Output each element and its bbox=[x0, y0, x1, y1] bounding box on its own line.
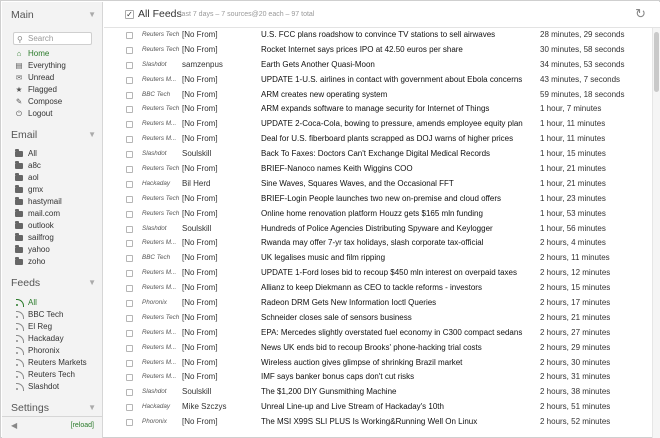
sidebar-item-feed-reuters-markets[interactable] bbox=[2, 357, 102, 369]
sidebar-item-label: yahoo bbox=[28, 245, 50, 254]
sidebar-item-email-a8c[interactable] bbox=[2, 160, 102, 172]
row-source: Slashdot bbox=[142, 388, 167, 396]
table-row[interactable] bbox=[104, 326, 652, 341]
sidebar-item-unread[interactable] bbox=[2, 72, 102, 84]
row-source: Reuters M... bbox=[142, 269, 177, 277]
row-subject[interactable]: BRIEF-Nanoco names Keith Wiggins COO bbox=[261, 164, 413, 174]
sidebar-item-feed-el-reg[interactable] bbox=[2, 321, 102, 333]
table-row[interactable] bbox=[104, 102, 652, 117]
chevron-down-icon: ▼ bbox=[88, 278, 96, 287]
sidebar-item-label: Hackaday bbox=[28, 334, 64, 343]
row-date: 2 hours, 27 minutes bbox=[540, 327, 611, 337]
section-header-settings[interactable] bbox=[2, 399, 102, 417]
section-header-feeds[interactable] bbox=[2, 274, 102, 292]
row-subject[interactable]: Earth Gets Another Quasi-Moon bbox=[261, 59, 375, 69]
main-menu bbox=[2, 48, 102, 120]
table-row[interactable] bbox=[104, 281, 652, 296]
row-subject[interactable]: UPDATE 1-U.S. airlines in contact with government about Ebola concerns bbox=[261, 74, 523, 84]
section-title-main: Main bbox=[11, 9, 34, 21]
row-source: Reuters M... bbox=[142, 328, 177, 336]
rss-icon bbox=[14, 321, 24, 333]
row-checkbox[interactable] bbox=[126, 151, 133, 158]
row-checkbox[interactable] bbox=[126, 181, 133, 188]
sidebar-item-label: gmx bbox=[28, 185, 44, 194]
inbox-icon: ▤ bbox=[15, 61, 23, 70]
row-source: Slashdot bbox=[142, 224, 167, 232]
row-subject[interactable]: The MSI X99S SLI PLUS Is Working&Running Well On Linux bbox=[261, 417, 478, 427]
sidebar-item-label: hastymail bbox=[28, 197, 62, 206]
row-checkbox[interactable] bbox=[126, 315, 133, 322]
row-subject[interactable]: Sine Waves, Squares Waves, and the Occasional FFT bbox=[261, 178, 454, 188]
row-subject[interactable]: Deal for U.S. fiberboard plants scrapped as DOJ warns of higher prices bbox=[261, 134, 514, 144]
row-checkbox[interactable] bbox=[126, 136, 133, 143]
message-list bbox=[104, 28, 652, 438]
row-date: 1 hour, 53 minutes bbox=[540, 208, 606, 218]
table-row[interactable] bbox=[104, 43, 652, 58]
table-row[interactable] bbox=[104, 192, 652, 207]
row-date: 1 hour, 56 minutes bbox=[540, 223, 606, 233]
table-row[interactable] bbox=[104, 370, 652, 385]
chevron-down-icon: ▼ bbox=[88, 130, 96, 139]
folder-icon bbox=[14, 172, 24, 184]
sidebar-item-feed-all[interactable] bbox=[2, 297, 102, 309]
row-date: 34 minutes, 53 seconds bbox=[540, 59, 625, 69]
table-row[interactable] bbox=[104, 88, 652, 103]
row-author: [No From] bbox=[182, 193, 218, 203]
row-date: 2 hours, 4 minutes bbox=[540, 238, 606, 248]
row-source: Slashdot bbox=[142, 150, 167, 158]
power-icon: ⏻ bbox=[16, 109, 22, 118]
row-source: Slashdot bbox=[142, 60, 167, 68]
sidebar-item-label: Reuters Markets bbox=[28, 358, 87, 367]
row-source: Hackaday bbox=[142, 179, 171, 187]
row-checkbox[interactable] bbox=[126, 240, 133, 247]
row-source: Reuters M... bbox=[142, 284, 177, 292]
search-input[interactable] bbox=[13, 32, 92, 45]
row-date: 1 hour, 21 minutes bbox=[540, 164, 606, 174]
row-checkbox[interactable] bbox=[126, 77, 133, 84]
refresh-icon[interactable]: ↻ bbox=[635, 6, 646, 21]
row-checkbox[interactable] bbox=[126, 32, 133, 39]
row-author: [No From] bbox=[182, 74, 218, 84]
sidebar-item-label: a8c bbox=[28, 161, 41, 170]
folder-icon bbox=[14, 148, 24, 160]
sidebar-item-email-zoho[interactable] bbox=[2, 256, 102, 268]
row-date: 1 hour, 7 minutes bbox=[540, 104, 602, 114]
table-row[interactable] bbox=[104, 311, 652, 326]
sidebar-item-label: All bbox=[28, 149, 37, 158]
sidebar-item-email-outlook[interactable] bbox=[2, 220, 102, 232]
row-author: [No From] bbox=[182, 283, 218, 293]
sidebar-item-feed-hackaday[interactable] bbox=[2, 333, 102, 345]
sidebar-item-email-mail-com[interactable] bbox=[2, 208, 102, 220]
search-icon: ⚲ bbox=[17, 35, 23, 44]
row-source: Phoronix bbox=[142, 299, 167, 307]
sidebar-item-compose[interactable] bbox=[2, 96, 102, 108]
row-date: 2 hours, 52 minutes bbox=[540, 417, 611, 427]
sidebar-item-email-yahoo[interactable] bbox=[2, 244, 102, 256]
row-author: [No From] bbox=[182, 44, 218, 54]
sidebar-item-feed-phoronix[interactable] bbox=[2, 345, 102, 357]
sidebar-item-label: Logout bbox=[28, 109, 53, 118]
table-row[interactable] bbox=[104, 28, 652, 43]
row-source: Reuters M... bbox=[142, 135, 177, 143]
sidebar-item-label: sailfrog bbox=[28, 233, 54, 242]
row-checkbox[interactable] bbox=[126, 270, 133, 277]
row-subject[interactable]: Rwanda may offer 7-yr tax holidays, slash corporate tax-official bbox=[261, 238, 484, 248]
row-author: [No From] bbox=[182, 342, 218, 352]
section-header-main[interactable] bbox=[2, 6, 102, 24]
table-row[interactable] bbox=[104, 177, 652, 192]
sidebar-item-home[interactable] bbox=[2, 48, 102, 60]
row-author: [No From] bbox=[182, 298, 218, 308]
row-author: [No From] bbox=[182, 417, 218, 427]
row-checkbox[interactable] bbox=[126, 121, 133, 128]
row-subject[interactable]: Hundreds of Police Agencies Distributing Spyware and Keylogger bbox=[261, 223, 493, 233]
rss-icon bbox=[14, 357, 24, 369]
rss-icon bbox=[14, 333, 24, 345]
row-subject[interactable]: Allianz to keep Diekmann as CEO to tackle reforms - investors bbox=[261, 283, 482, 293]
sidebar-item-label: Reuters Tech bbox=[28, 370, 75, 379]
table-row[interactable] bbox=[104, 222, 652, 237]
row-date: 1 hour, 21 minutes bbox=[540, 178, 606, 188]
folder-icon bbox=[14, 184, 24, 196]
folder-icon bbox=[14, 220, 24, 232]
row-checkbox[interactable] bbox=[126, 374, 133, 381]
search-placeholder: Search bbox=[28, 34, 54, 43]
rss-icon bbox=[14, 345, 24, 357]
content-header bbox=[104, 2, 660, 28]
sidebar-item-label: All bbox=[28, 298, 37, 307]
table-row[interactable] bbox=[104, 207, 652, 222]
sidebar-item-logout[interactable] bbox=[2, 108, 102, 120]
row-date: 2 hours, 29 minutes bbox=[540, 342, 611, 352]
sidebar-item-label: El Reg bbox=[28, 322, 53, 331]
section-title-email: Email bbox=[11, 129, 38, 141]
section-header-email[interactable] bbox=[2, 126, 102, 144]
row-checkbox[interactable] bbox=[126, 330, 133, 337]
sidebar-item-label: Flagged bbox=[28, 85, 57, 94]
sidebar-item-everything[interactable] bbox=[2, 60, 102, 72]
row-source: Reuters M... bbox=[142, 358, 177, 366]
table-row[interactable] bbox=[104, 236, 652, 251]
row-subject[interactable]: ARM expands software to manage security for Internet of Things bbox=[261, 104, 490, 114]
row-subject[interactable]: EPA: Mercedes slightly overstated fuel economy in C300 compact sedans bbox=[261, 327, 523, 337]
row-author: samzenpus bbox=[182, 59, 223, 69]
sidebar-item-label: aol bbox=[28, 173, 39, 182]
scrollbar[interactable] bbox=[652, 28, 660, 438]
row-date: 2 hours, 38 minutes bbox=[540, 387, 611, 397]
row-source: Reuters Tech bbox=[142, 45, 180, 53]
row-checkbox[interactable] bbox=[126, 285, 133, 292]
rss-icon bbox=[14, 369, 24, 381]
row-subject[interactable]: Wireless auction gives glimpse of shrinking Brazil market bbox=[261, 357, 463, 367]
email-menu bbox=[2, 148, 102, 268]
folder-icon bbox=[14, 208, 24, 220]
sidebar-item-feed-slashdot[interactable] bbox=[2, 381, 102, 393]
collapse-sidebar-icon[interactable]: ◀ bbox=[11, 421, 18, 430]
row-subject[interactable]: Online home renovation platform Houzz gets $165 mln funding bbox=[261, 208, 483, 218]
section-title-settings: Settings bbox=[11, 402, 49, 414]
row-date: 30 minutes, 58 seconds bbox=[540, 44, 625, 54]
row-subject[interactable]: Back To Faxes: Doctors Can't Exchange Digital Medical Records bbox=[261, 149, 491, 159]
rss-icon bbox=[14, 297, 24, 309]
row-author: Soulskill bbox=[182, 223, 212, 233]
row-source: Hackaday bbox=[142, 403, 171, 411]
row-checkbox[interactable] bbox=[126, 404, 133, 411]
pencil-icon: ✎ bbox=[15, 97, 23, 106]
row-source: BBC Tech bbox=[142, 254, 171, 262]
row-date: 28 minutes, 29 seconds bbox=[540, 30, 625, 39]
row-subject[interactable]: Radeon DRM Gets New Information Ioctl Queries bbox=[261, 298, 437, 308]
folder-icon bbox=[14, 256, 24, 268]
row-checkbox[interactable] bbox=[126, 196, 133, 203]
folder-icon bbox=[14, 244, 24, 256]
row-date: 2 hours, 12 minutes bbox=[540, 268, 611, 278]
folder-icon bbox=[14, 160, 24, 172]
table-row[interactable] bbox=[104, 266, 652, 281]
table-row[interactable] bbox=[104, 251, 652, 266]
row-author: [No From] bbox=[182, 134, 218, 144]
folder-icon bbox=[14, 196, 24, 208]
sidebar-item-email-gmx[interactable] bbox=[2, 184, 102, 196]
row-date: 2 hours, 11 minutes bbox=[540, 253, 610, 263]
row-subject[interactable]: IMF says banker bonus caps don't cut risks bbox=[261, 372, 415, 382]
row-author: [No From] bbox=[182, 89, 218, 99]
row-author: Soulskill bbox=[182, 149, 212, 159]
mail-icon: ✉ bbox=[15, 73, 23, 82]
star-icon: ★ bbox=[15, 85, 23, 94]
scrollbar-thumb[interactable] bbox=[654, 32, 659, 92]
table-row[interactable] bbox=[104, 117, 652, 132]
sidebar-item-label: Unread bbox=[28, 73, 55, 82]
row-checkbox[interactable] bbox=[126, 389, 133, 396]
row-source: Reuters Tech bbox=[142, 313, 180, 321]
list-meta: last 7 days – 7 sources@20 each – 97 total bbox=[180, 11, 315, 18]
feeds-menu bbox=[2, 297, 102, 393]
row-date: 2 hours, 15 minutes bbox=[540, 283, 611, 293]
row-author: [No From] bbox=[182, 30, 218, 39]
row-date: 1 hour, 15 minutes bbox=[540, 149, 606, 159]
row-date: 1 hour, 11 minutes bbox=[540, 134, 606, 144]
row-subject[interactable]: UK legalises music and film ripping bbox=[261, 253, 386, 263]
sidebar-item-feed-reuters-tech[interactable] bbox=[2, 369, 102, 381]
folder-icon bbox=[14, 232, 24, 244]
row-author: [No From] bbox=[182, 164, 218, 174]
sidebar-footer bbox=[2, 416, 102, 438]
row-source: Reuters M... bbox=[142, 120, 177, 128]
row-date: 2 hours, 51 minutes bbox=[540, 402, 611, 412]
row-subject[interactable]: BRIEF-Login People launches two new on-premise and cloud offers bbox=[261, 193, 501, 203]
table-row[interactable] bbox=[104, 147, 652, 162]
row-checkbox[interactable] bbox=[126, 92, 133, 99]
row-checkbox[interactable] bbox=[126, 211, 133, 218]
sidebar-item-label: outlook bbox=[28, 221, 54, 230]
row-author: [No From] bbox=[182, 372, 218, 382]
row-source: Reuters Tech bbox=[142, 165, 180, 173]
row-subject[interactable]: U.S. FCC plans roadshow to convince TV stations to sell airwaves bbox=[261, 30, 496, 39]
row-source: Reuters M... bbox=[142, 75, 177, 83]
chevron-down-icon: ▼ bbox=[88, 10, 96, 19]
table-row[interactable] bbox=[104, 73, 652, 88]
row-subject[interactable]: UPDATE 2-Coca-Cola, bowing to pressure, amends employee equity plan bbox=[261, 119, 523, 129]
row-checkbox[interactable] bbox=[126, 166, 133, 173]
row-subject[interactable]: Rocket Internet says prices IPO at 42.50 euros per share bbox=[261, 44, 463, 54]
row-source: Reuters Tech bbox=[142, 209, 180, 217]
sidebar-item-label: mail.com bbox=[28, 209, 61, 218]
row-date: 2 hours, 31 minutes bbox=[540, 372, 611, 382]
table-row[interactable] bbox=[104, 132, 652, 147]
row-subject[interactable]: Schneider closes sale of sensors business bbox=[261, 312, 412, 322]
row-author: [No From] bbox=[182, 357, 218, 367]
sidebar-item-feed-bbc-tech[interactable] bbox=[2, 309, 102, 321]
sidebar-item-label: Compose bbox=[28, 97, 63, 106]
row-checkbox[interactable] bbox=[126, 47, 133, 54]
row-date: 2 hours, 21 minutes bbox=[540, 312, 611, 322]
home-icon: ⌂ bbox=[16, 49, 22, 58]
section-title-feeds: Feeds bbox=[11, 277, 41, 289]
row-author: [No From] bbox=[182, 238, 218, 248]
row-checkbox[interactable] bbox=[126, 345, 133, 352]
row-source: BBC Tech bbox=[142, 90, 171, 98]
sidebar-item-email-aol[interactable] bbox=[2, 172, 102, 184]
row-author: [No From] bbox=[182, 119, 218, 129]
row-source: Reuters Tech bbox=[142, 105, 180, 113]
row-checkbox[interactable] bbox=[126, 106, 133, 113]
row-date: 1 hour, 23 minutes bbox=[540, 193, 606, 203]
row-source: Reuters M... bbox=[142, 373, 177, 381]
row-source: Reuters Tech bbox=[142, 194, 180, 202]
sidebar-item-label: Everything bbox=[28, 61, 66, 70]
row-date: 59 minutes, 18 seconds bbox=[540, 89, 625, 99]
rss-icon bbox=[14, 309, 24, 321]
rss-icon bbox=[14, 381, 24, 393]
row-subject[interactable]: Unreal Line-up and Live Stream of Hackaday's 10th bbox=[261, 402, 444, 412]
reload-link[interactable]: [reload] bbox=[70, 422, 94, 429]
sidebar-item-label: zoho bbox=[28, 257, 46, 266]
row-author: [No From] bbox=[182, 268, 218, 278]
chevron-down-icon: ▼ bbox=[88, 403, 96, 412]
table-row[interactable] bbox=[104, 58, 652, 73]
row-date: 2 hours, 30 minutes bbox=[540, 357, 611, 367]
page-title: All Feeds bbox=[138, 8, 182, 20]
row-author: Bil Herd bbox=[182, 178, 211, 188]
sidebar bbox=[2, 2, 103, 438]
row-author: [No From] bbox=[182, 327, 218, 337]
row-subject[interactable]: UPDATE 1-Ford loses bid to recoup $450 mln interest on overpaid taxes bbox=[261, 268, 517, 278]
sidebar-item-label: BBC Tech bbox=[28, 310, 64, 319]
sidebar-item-label: Slashdot bbox=[28, 382, 60, 391]
row-checkbox[interactable] bbox=[126, 62, 133, 69]
row-subject[interactable]: The $1,200 DIY Gunsmithing Machine bbox=[261, 387, 397, 397]
row-checkbox[interactable] bbox=[126, 360, 133, 367]
row-author: [No From] bbox=[182, 208, 218, 218]
row-subject[interactable]: ARM creates new operating system bbox=[261, 89, 388, 99]
table-row[interactable] bbox=[104, 400, 652, 415]
row-source: Reuters Tech bbox=[142, 31, 180, 38]
row-date: 43 minutes, 7 seconds bbox=[540, 74, 621, 84]
row-source: Phoronix bbox=[142, 418, 167, 426]
table-row[interactable] bbox=[104, 296, 652, 311]
row-checkbox[interactable] bbox=[126, 300, 133, 307]
sidebar-item-email-sailfrog[interactable] bbox=[2, 232, 102, 244]
row-author: [No From] bbox=[182, 104, 218, 114]
row-checkbox[interactable] bbox=[126, 419, 133, 426]
table-row[interactable] bbox=[104, 356, 652, 371]
row-date: 2 hours, 17 minutes bbox=[540, 298, 611, 308]
row-checkbox[interactable] bbox=[126, 226, 133, 233]
sidebar-item-email-hastymail[interactable] bbox=[2, 196, 102, 208]
row-subject[interactable]: News UK ends bid to recoup Brooks' phone-hacking trial costs bbox=[261, 342, 482, 352]
table-row[interactable] bbox=[104, 415, 652, 430]
table-row[interactable] bbox=[104, 162, 652, 177]
row-source: Reuters M... bbox=[142, 343, 177, 351]
row-author: Soulskill bbox=[182, 387, 212, 397]
select-all-checkbox[interactable]: ✓ bbox=[126, 10, 133, 19]
sidebar-item-flagged[interactable] bbox=[2, 84, 102, 96]
sidebar-item-email-all[interactable] bbox=[2, 148, 102, 160]
row-date: 1 hour, 11 minutes bbox=[540, 119, 606, 129]
sidebar-item-label: Phoronix bbox=[28, 346, 60, 355]
row-source: Reuters M... bbox=[142, 239, 177, 247]
table-row[interactable] bbox=[104, 341, 652, 356]
row-author: [No From] bbox=[182, 312, 218, 322]
table-row[interactable] bbox=[104, 385, 652, 400]
row-checkbox[interactable] bbox=[126, 255, 133, 262]
row-author: [No From] bbox=[182, 253, 218, 263]
row-author: Mike Szczys bbox=[182, 402, 227, 412]
sidebar-item-label: Home bbox=[28, 49, 50, 58]
